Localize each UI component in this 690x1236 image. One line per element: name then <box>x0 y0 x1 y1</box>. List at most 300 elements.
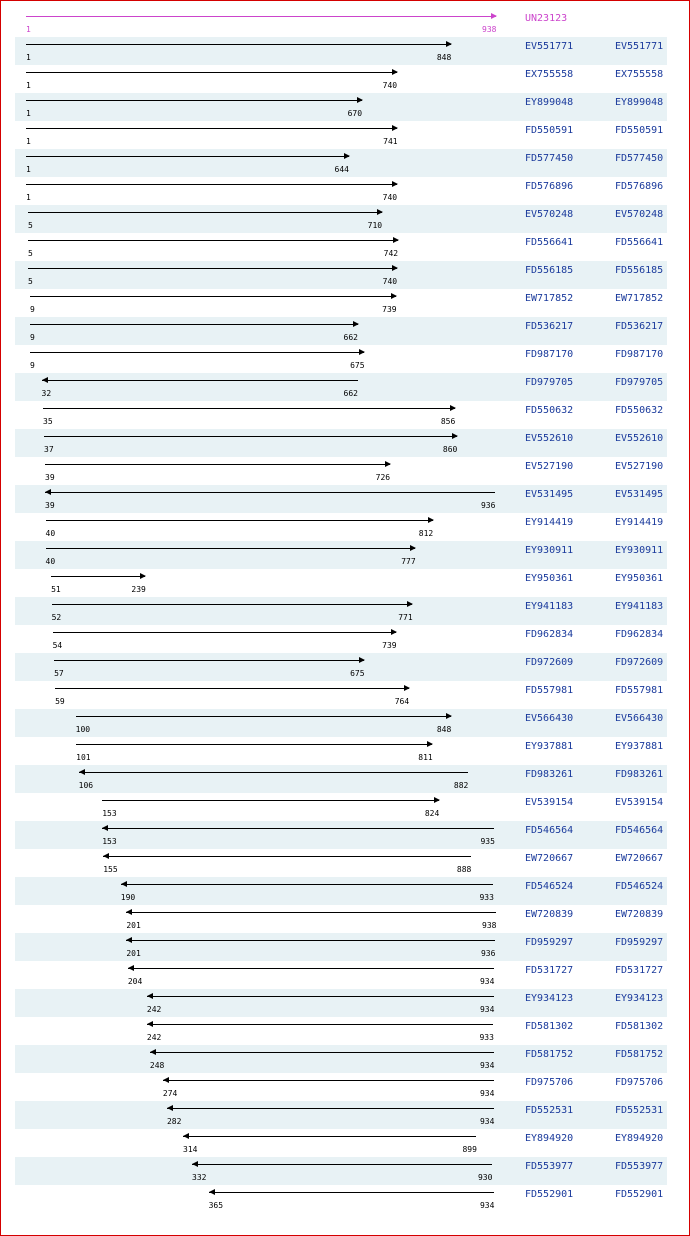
alignment-row <box>15 1129 667 1157</box>
end-position: 644 <box>334 165 349 174</box>
accession-link[interactable]: FD552531 <box>525 1105 574 1116</box>
alignment-row <box>15 37 667 65</box>
arrow-right-icon <box>353 321 359 327</box>
start-position: 35 <box>43 417 53 426</box>
alignment-bar <box>28 240 398 241</box>
arrow-left-icon <box>147 993 153 999</box>
start-position: 106 <box>78 781 94 790</box>
start-position: 100 <box>75 725 91 734</box>
alignment-row <box>15 625 667 653</box>
end-position: 771 <box>398 613 413 622</box>
end-position: 934 <box>479 1201 495 1210</box>
arrow-right-icon <box>392 181 398 187</box>
start-position: 190 <box>120 893 136 902</box>
start-position: 1 <box>26 193 31 202</box>
alignment-row <box>15 485 667 513</box>
end-position: 675 <box>350 669 365 678</box>
alignment-row <box>15 877 667 905</box>
arrow-right-icon <box>452 433 458 439</box>
alignment-bar <box>128 968 494 969</box>
accession-link-secondary[interactable]: FD581752 <box>615 1049 664 1060</box>
alignment-bar <box>183 1136 476 1137</box>
alignment-bar <box>102 828 494 829</box>
start-position: 54 <box>52 641 63 650</box>
alignment-bar <box>52 604 413 605</box>
alignment-row <box>15 1073 667 1101</box>
accession-link[interactable]: EV551771 <box>525 41 574 52</box>
accession-link[interactable]: FD975706 <box>525 1077 574 1088</box>
accession-link[interactable]: FD576896 <box>525 181 574 192</box>
end-position: 740 <box>382 277 398 286</box>
start-position: 57 <box>54 669 64 678</box>
alignment-row <box>15 1101 667 1129</box>
arrow-right-icon <box>428 517 434 523</box>
accession-link-secondary[interactable]: FD556641 <box>615 237 664 248</box>
end-position: 739 <box>382 641 397 650</box>
arrow-right-icon <box>407 601 413 607</box>
arrow-left-icon <box>183 1133 189 1139</box>
accession-link[interactable]: EV527190 <box>525 461 574 472</box>
arrow-right-icon <box>446 713 452 719</box>
accession-link-secondary[interactable]: EY914419 <box>615 517 664 528</box>
start-position: 101 <box>76 753 91 762</box>
alignment-row <box>15 317 667 345</box>
alignment-row <box>15 1017 667 1045</box>
start-position: 5 <box>28 249 33 258</box>
end-position: 848 <box>436 53 452 62</box>
start-position: 153 <box>102 837 117 846</box>
accession-link[interactable]: EX755558 <box>525 69 574 80</box>
arrow-left-icon <box>163 1077 169 1083</box>
accession-link-secondary[interactable]: EY950361 <box>615 573 664 584</box>
start-position: 5 <box>28 221 33 230</box>
start-position: 153 <box>102 809 117 818</box>
arrow-right-icon <box>450 405 456 411</box>
alignment-bar <box>42 380 358 381</box>
end-position: 930 <box>477 1173 493 1182</box>
end-position: 740 <box>382 193 398 202</box>
alignment-bar <box>150 1052 494 1053</box>
accession-link[interactable]: FD546564 <box>525 825 574 836</box>
alignment-bar <box>167 1108 494 1109</box>
arrow-right-icon <box>359 349 365 355</box>
alignment-row <box>15 569 667 597</box>
start-position: 1 <box>26 53 31 62</box>
alignment-bar <box>46 520 433 521</box>
end-position: 936 <box>480 949 496 958</box>
accession-link[interactable]: FD959297 <box>525 937 574 948</box>
alignment-bar <box>26 184 397 185</box>
accession-link[interactable]: EV566430 <box>525 713 574 724</box>
end-position: 710 <box>367 221 383 230</box>
start-position: 204 <box>127 977 143 986</box>
accession-link-secondary[interactable]: EW720667 <box>615 853 664 864</box>
accession-link-secondary[interactable]: EY899048 <box>615 97 664 108</box>
accession-link-secondary[interactable]: EV551771 <box>615 41 664 52</box>
alignment-bar <box>121 884 494 885</box>
end-position: 764 <box>394 697 410 706</box>
start-position: 32 <box>41 389 52 398</box>
end-position: 936 <box>480 501 496 510</box>
accession-link[interactable]: EY894920 <box>525 1133 574 1144</box>
start-position: 51 <box>51 585 61 594</box>
end-position: 934 <box>479 1005 495 1014</box>
end-position: 882 <box>453 781 469 790</box>
alignment-bar <box>126 940 495 941</box>
end-position: 741 <box>383 137 398 146</box>
accession-link-secondary[interactable]: EY937881 <box>615 741 664 752</box>
arrow-left-icon <box>209 1189 215 1195</box>
alignment-row <box>15 597 667 625</box>
accession-link[interactable]: FD557981 <box>525 685 574 696</box>
alignment-row <box>15 457 667 485</box>
alignment-bar <box>26 72 397 73</box>
accession-link-secondary[interactable]: EV570248 <box>615 209 664 220</box>
accession-link[interactable]: FD581752 <box>525 1049 574 1060</box>
arrow-right-icon <box>393 237 399 243</box>
accession-link-secondary[interactable]: FD975706 <box>615 1077 664 1088</box>
accession-link-secondary[interactable]: EY941183 <box>615 601 664 612</box>
accession-link[interactable]: FD556641 <box>525 237 574 248</box>
alignment-bar <box>163 1080 494 1081</box>
end-position: 726 <box>375 473 391 482</box>
accession-link[interactable]: FD550591 <box>525 125 574 136</box>
accession-link[interactable]: FD556185 <box>525 265 574 276</box>
alignment-row <box>15 681 667 709</box>
end-position: 670 <box>347 109 363 118</box>
start-position: 9 <box>30 333 35 342</box>
end-position: 934 <box>479 1117 495 1126</box>
accession-link-secondary[interactable]: FD557981 <box>615 685 664 696</box>
alignment-bar <box>26 128 397 129</box>
arrow-left-icon <box>150 1049 156 1055</box>
end-position: 860 <box>442 445 458 454</box>
end-position: 899 <box>462 1145 477 1154</box>
start-position: 1 <box>26 25 31 34</box>
start-position: 5 <box>28 277 33 286</box>
arrow-right-icon <box>404 685 410 691</box>
alignment-row <box>15 373 667 401</box>
arrow-left-icon <box>42 377 48 383</box>
accession-link-secondary[interactable]: EX755558 <box>615 69 664 80</box>
arrow-right-icon <box>491 13 497 19</box>
accession-link-secondary[interactable]: EY934123 <box>615 993 664 1004</box>
accession-link-secondary[interactable]: EV552610 <box>615 433 664 444</box>
accession-link[interactable]: EV570248 <box>525 209 574 220</box>
end-position: 935 <box>480 837 495 846</box>
alignment-bar <box>28 268 397 269</box>
alignment-row <box>15 345 667 373</box>
accession-link-secondary[interactable]: FD972609 <box>615 657 664 668</box>
start-position: 1 <box>26 137 31 146</box>
alignment-bar <box>44 436 457 437</box>
alignment-bar <box>45 464 390 465</box>
start-position: 1 <box>26 165 31 174</box>
start-position: 1 <box>26 81 31 90</box>
arrow-right-icon <box>385 461 391 467</box>
end-position: 739 <box>382 305 397 314</box>
alignment-row <box>15 1157 667 1185</box>
end-position: 675 <box>350 361 365 370</box>
accession-link-secondary[interactable]: FD556185 <box>615 265 664 276</box>
end-position: 934 <box>479 1089 495 1098</box>
alignment-row <box>15 401 667 429</box>
end-position: 933 <box>479 1033 494 1042</box>
end-position: 812 <box>418 529 434 538</box>
alignment-row <box>15 933 667 961</box>
arrow-left-icon <box>147 1021 153 1027</box>
accession-link-secondary[interactable]: FD531727 <box>615 965 664 976</box>
alignment-row <box>15 849 667 877</box>
alignment-bar <box>76 744 432 745</box>
alignment-row <box>15 989 667 1017</box>
accession-link[interactable]: EW717852 <box>525 293 574 304</box>
arrow-right-icon <box>427 741 433 747</box>
accession-link-secondary[interactable]: EV566430 <box>615 713 664 724</box>
alignment-row <box>15 513 667 541</box>
accession-link-secondary[interactable]: EV531495 <box>615 489 664 500</box>
accession-link[interactable]: EV552610 <box>525 433 574 444</box>
reference-row <box>15 9 667 37</box>
start-position: 242 <box>146 1005 162 1014</box>
arrow-right-icon <box>434 797 440 803</box>
alignment-bar <box>45 492 495 493</box>
alignment-row <box>15 653 667 681</box>
end-position: 938 <box>482 921 497 930</box>
alignment-row <box>15 961 667 989</box>
end-position: 938 <box>482 25 497 34</box>
arrow-right-icon <box>377 209 383 215</box>
accession-link[interactable]: FD550632 <box>525 405 574 416</box>
end-position: 933 <box>479 893 494 902</box>
arrow-right-icon <box>392 265 398 271</box>
accession-link-secondary[interactable]: EY930911 <box>615 545 664 556</box>
alignment-bar <box>126 912 496 913</box>
start-position: 39 <box>45 473 55 482</box>
accession-link[interactable]: FD972609 <box>525 657 574 668</box>
alignment-bar <box>43 408 455 409</box>
accession-link-secondary[interactable]: FD581302 <box>615 1021 664 1032</box>
alignment-row <box>15 821 667 849</box>
reference-id: UN23123 <box>525 13 568 24</box>
accession-link-secondary[interactable]: FD987170 <box>615 349 664 360</box>
accession-link-secondary[interactable]: EY894920 <box>615 1133 664 1144</box>
alignment-bar <box>26 44 451 45</box>
alignment-bar <box>55 688 409 689</box>
end-position: 742 <box>383 249 399 258</box>
arrow-left-icon <box>79 769 85 775</box>
alignment-row <box>15 261 667 289</box>
accession-link-secondary[interactable]: FD959297 <box>615 937 664 948</box>
start-position: 40 <box>45 557 56 566</box>
accession-link[interactable]: FD577450 <box>525 153 574 164</box>
arrow-left-icon <box>103 853 109 859</box>
alignment-row <box>15 205 667 233</box>
arrow-left-icon <box>128 965 134 971</box>
accession-link-secondary[interactable]: FD979705 <box>615 377 664 388</box>
start-position: 274 <box>162 1089 178 1098</box>
alignment-bar <box>147 1024 494 1025</box>
accession-link-secondary[interactable]: FD550591 <box>615 125 664 136</box>
accession-link-secondary[interactable]: EV527190 <box>615 461 664 472</box>
alignment-bar <box>46 548 416 549</box>
accession-link[interactable]: EW720839 <box>525 909 574 920</box>
alignment-bar <box>76 716 451 717</box>
start-position: 59 <box>55 697 65 706</box>
accession-link-secondary[interactable]: FD536217 <box>615 321 664 332</box>
accession-link-secondary[interactable]: FD553977 <box>615 1161 664 1172</box>
end-position: 662 <box>343 389 358 398</box>
end-position: 934 <box>479 1061 495 1070</box>
accession-link-secondary[interactable]: EW720839 <box>615 909 664 920</box>
alignment-row <box>15 65 667 93</box>
arrow-right-icon <box>392 69 398 75</box>
accession-link[interactable]: FD536217 <box>525 321 574 332</box>
start-position: 1 <box>26 109 31 118</box>
alignment-bar <box>28 212 382 213</box>
alignment-row <box>15 233 667 261</box>
end-position: 934 <box>479 977 495 986</box>
alignment-row <box>15 541 667 569</box>
alignment-row <box>15 121 667 149</box>
arrow-right-icon <box>359 657 365 663</box>
accession-link[interactable]: FD531727 <box>525 965 574 976</box>
arrow-left-icon <box>126 909 132 915</box>
alignment-row <box>15 177 667 205</box>
accession-link[interactable]: EW720667 <box>525 853 574 864</box>
end-position: 740 <box>382 81 398 90</box>
accession-link-secondary[interactable]: EV539154 <box>615 797 664 808</box>
accession-link[interactable]: FD962834 <box>525 629 574 640</box>
arrow-right-icon <box>357 97 363 103</box>
alignment-row <box>15 905 667 933</box>
start-position: 201 <box>126 949 141 958</box>
accession-link-secondary[interactable]: FD577450 <box>615 153 664 164</box>
alignment-bar <box>26 100 362 101</box>
arrow-right-icon <box>140 573 146 579</box>
start-position: 201 <box>126 921 141 930</box>
start-position: 282 <box>166 1117 182 1126</box>
alignment-bar <box>53 632 397 633</box>
start-position: 39 <box>45 501 55 510</box>
accession-link[interactable]: EV531495 <box>525 489 574 500</box>
alignment-bar <box>79 772 468 773</box>
end-position: 811 <box>418 753 433 762</box>
accession-link[interactable]: EY899048 <box>525 97 574 108</box>
arrow-right-icon <box>392 125 398 131</box>
accession-link[interactable]: EY914419 <box>525 517 574 528</box>
accession-link-secondary[interactable]: FD552901 <box>615 1189 664 1200</box>
end-position: 888 <box>456 865 472 874</box>
accession-link-secondary[interactable]: FD550632 <box>615 405 664 416</box>
accession-link-secondary[interactable]: FD546524 <box>615 881 664 892</box>
start-position: 155 <box>103 865 118 874</box>
alignment-row <box>15 709 667 737</box>
alignment-row <box>15 93 667 121</box>
alignment-bar <box>30 352 364 353</box>
start-position: 40 <box>45 529 56 538</box>
accession-link[interactable]: FD546524 <box>525 881 574 892</box>
alignment-bar <box>209 1192 494 1193</box>
start-position: 9 <box>30 305 35 314</box>
end-position: 824 <box>424 809 440 818</box>
arrow-left-icon <box>192 1161 198 1167</box>
accession-link[interactable]: EY941183 <box>525 601 574 612</box>
arrow-left-icon <box>167 1105 173 1111</box>
start-position: 332 <box>192 1173 207 1182</box>
arrow-right-icon <box>410 545 416 551</box>
alignment-row <box>15 737 667 765</box>
accession-link[interactable]: FD983261 <box>525 769 574 780</box>
arrow-left-icon <box>45 489 51 495</box>
arrow-right-icon <box>391 293 397 299</box>
alignment-bar <box>103 856 471 857</box>
accession-link[interactable]: EY950361 <box>525 573 574 584</box>
arrow-left-icon <box>121 881 127 887</box>
accession-link[interactable]: FD987170 <box>525 349 574 360</box>
alignment-bar <box>102 800 439 801</box>
end-position: 777 <box>401 557 416 566</box>
start-position: 9 <box>30 361 35 370</box>
end-position: 856 <box>440 417 456 426</box>
arrow-left-icon <box>126 937 132 943</box>
reference-bar <box>26 16 496 17</box>
accession-link-secondary[interactable]: FD983261 <box>615 769 664 780</box>
alignment-row <box>15 149 667 177</box>
start-position: 52 <box>51 613 62 622</box>
arrow-right-icon <box>446 41 452 47</box>
accession-link-secondary[interactable]: EW717852 <box>615 293 664 304</box>
accession-link-secondary[interactable]: FD546564 <box>615 825 664 836</box>
accession-link[interactable]: EY930911 <box>525 545 574 556</box>
accession-link[interactable]: FD979705 <box>525 377 574 388</box>
start-position: 37 <box>44 445 54 454</box>
alignment-bar <box>54 660 364 661</box>
accession-link-secondary[interactable]: FD576896 <box>615 181 664 192</box>
end-position: 662 <box>343 333 358 342</box>
arrow-right-icon <box>391 629 397 635</box>
accession-link[interactable]: EY934123 <box>525 993 574 1004</box>
alignment-bar <box>192 1164 492 1165</box>
accession-link[interactable]: FD552901 <box>525 1189 574 1200</box>
alignment-row <box>15 1185 667 1213</box>
alignment-row <box>15 289 667 317</box>
alignment-bar <box>30 324 358 325</box>
alignment-row <box>15 793 667 821</box>
alignment-bar <box>147 996 494 997</box>
accession-link[interactable]: EY937881 <box>525 741 574 752</box>
accession-link-secondary[interactable]: FD962834 <box>615 629 664 640</box>
alignment-bar <box>30 296 396 297</box>
start-position: 242 <box>146 1033 162 1042</box>
alignment-row <box>15 429 667 457</box>
accession-link[interactable]: FD581302 <box>525 1021 574 1032</box>
alignment-bar <box>51 576 145 577</box>
accession-link[interactable]: EV539154 <box>525 797 574 808</box>
accession-link-secondary[interactable]: FD552531 <box>615 1105 664 1116</box>
end-position: 239 <box>131 585 146 594</box>
alignment-bar <box>26 156 349 157</box>
start-position: 248 <box>149 1061 165 1070</box>
end-position: 848 <box>436 725 452 734</box>
start-position: 314 <box>183 1145 198 1154</box>
accession-link[interactable]: FD553977 <box>525 1161 574 1172</box>
arrow-left-icon <box>102 825 108 831</box>
alignment-row <box>15 765 667 793</box>
arrow-right-icon <box>344 153 350 159</box>
alignment-row <box>15 1045 667 1073</box>
start-position: 365 <box>208 1201 224 1210</box>
